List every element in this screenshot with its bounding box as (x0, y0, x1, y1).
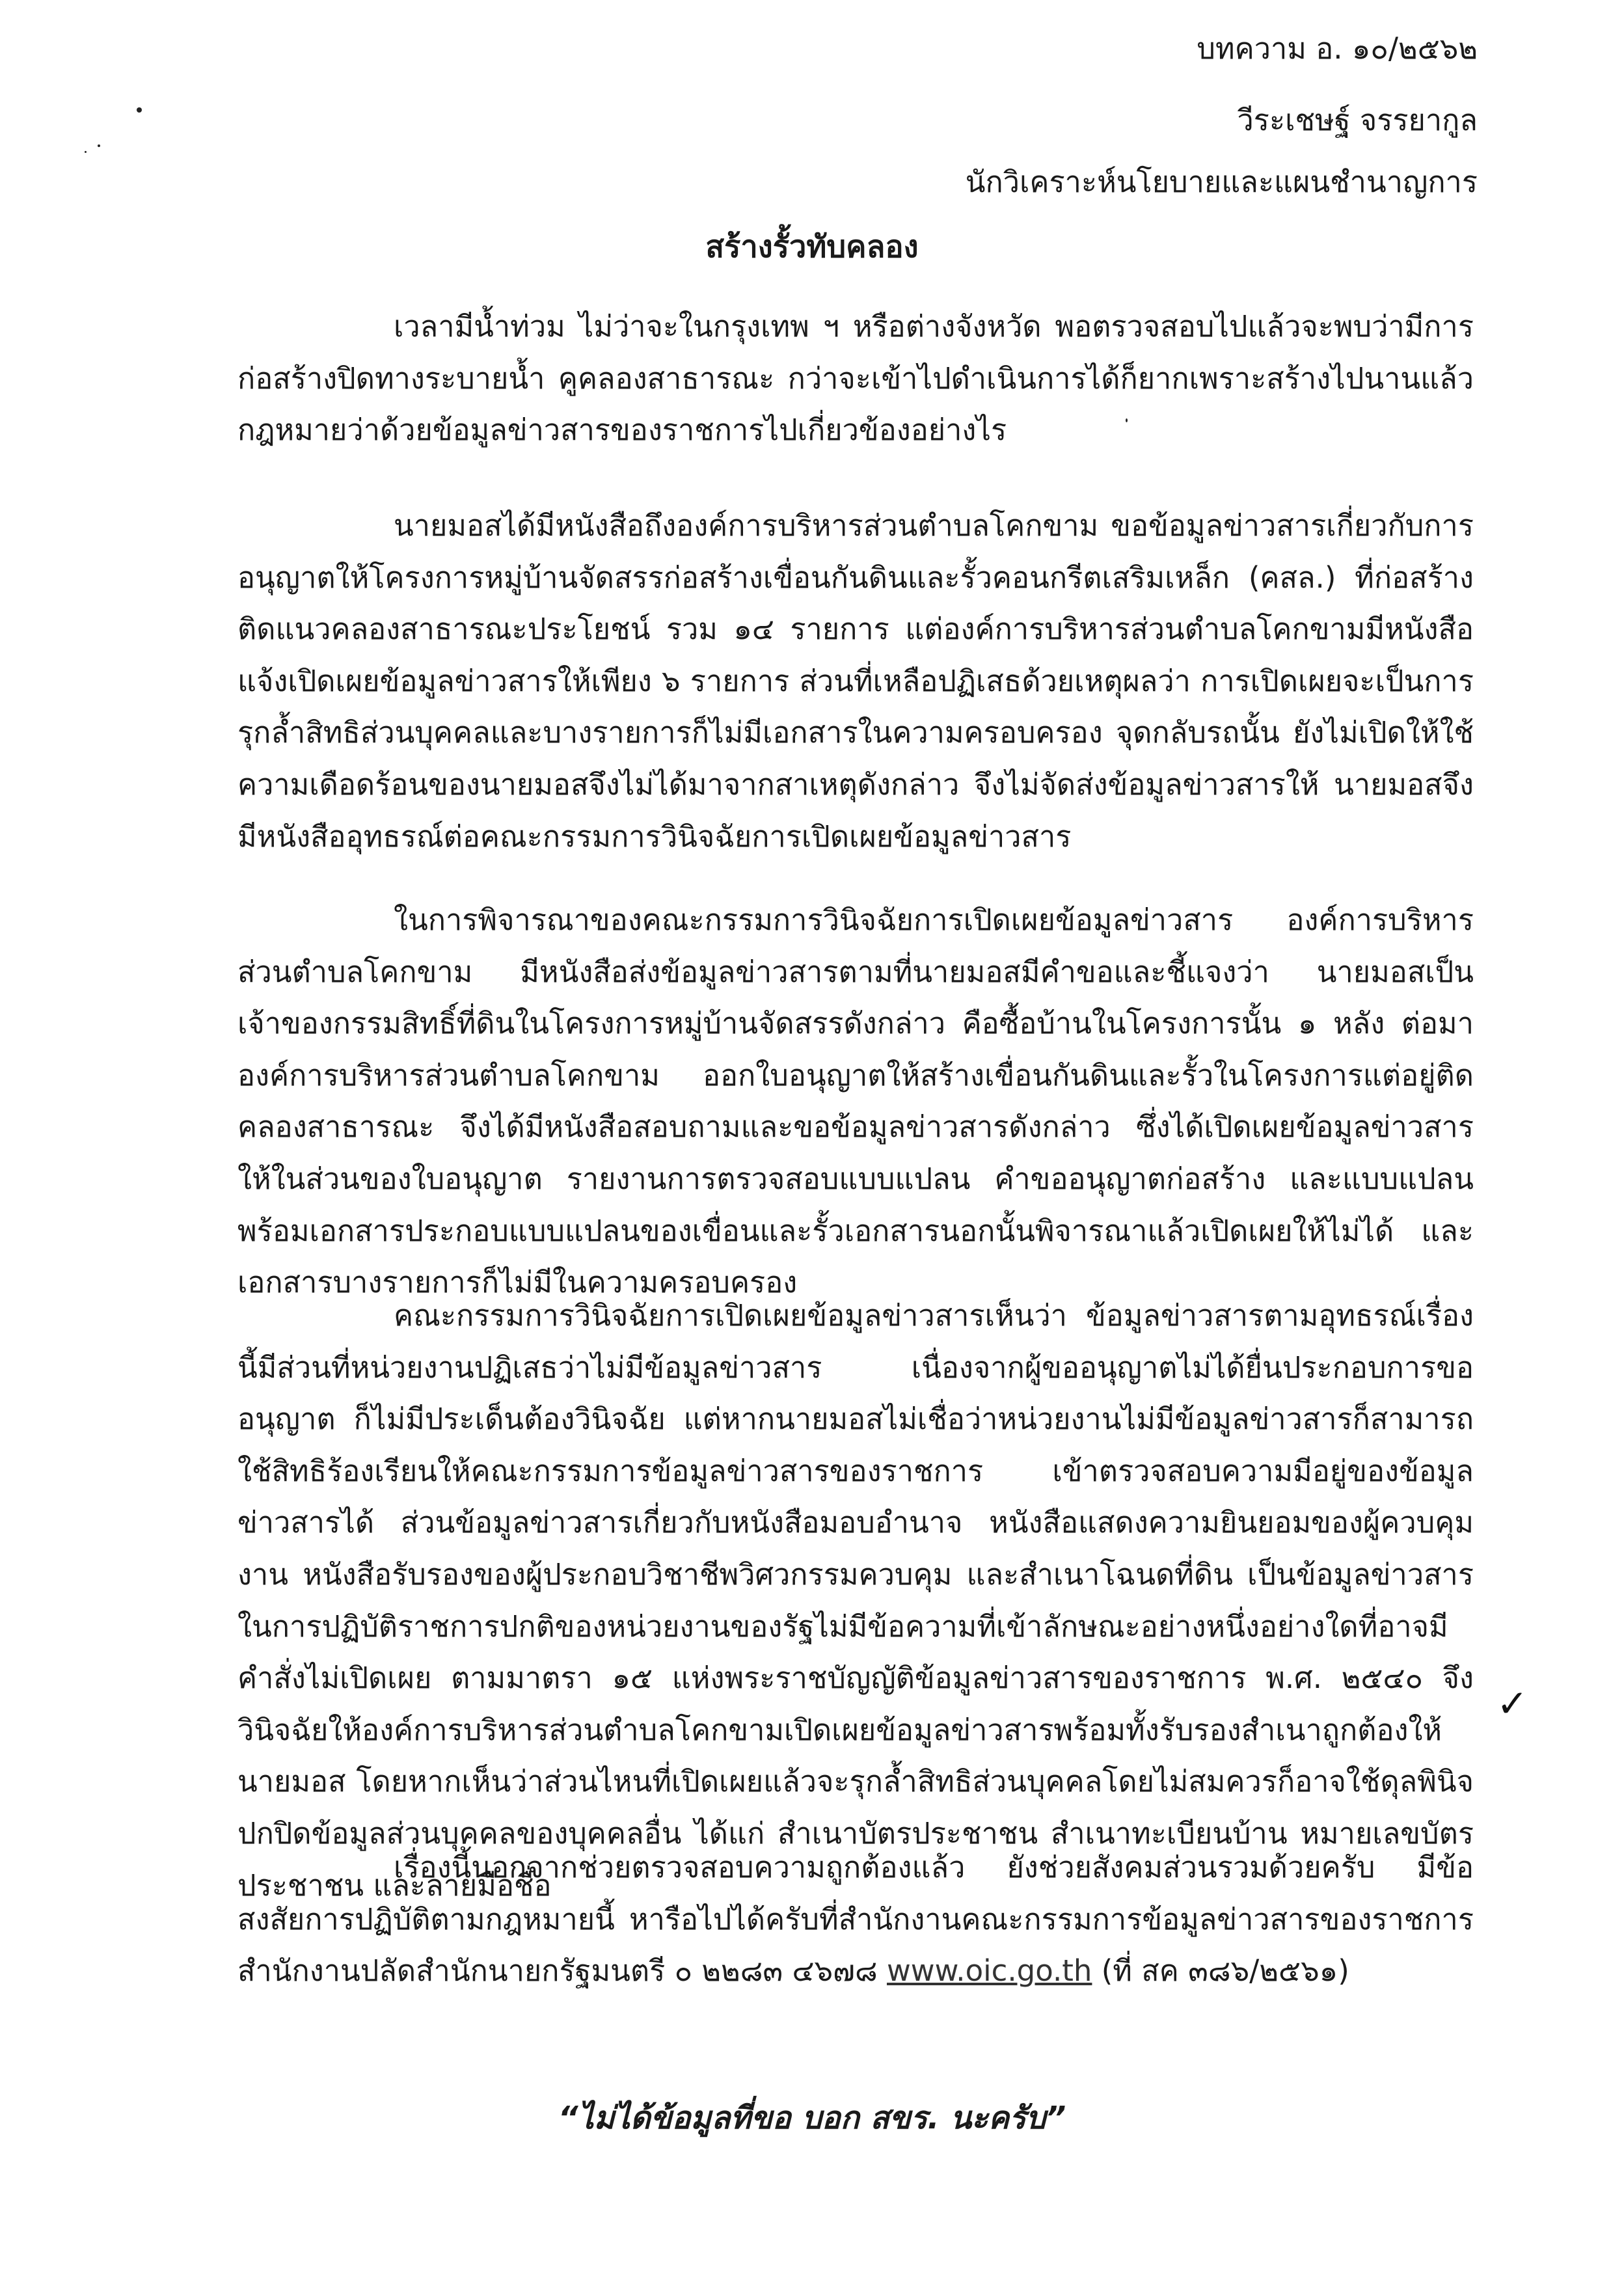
signature-quote: “ไม่ได้ข้อมูลที่ขอ บอก สขร. นะครับ” (558, 2100, 1066, 2136)
author-position: นักวิเคราะห์นโยบายและแผนชำนาญการ (965, 165, 1478, 199)
closing-paragraph (237, 1841, 1474, 1997)
author-name: วีระเชษฐ์ จรรยากูล (1237, 103, 1478, 137)
reference-number: (ที่ สค ๓๘๖/๒๕๖๑) (1092, 1953, 1349, 1989)
scan-speck (98, 144, 100, 147)
article-number: บทความ อ. ๑๐/๒๕๖๒ (1197, 31, 1478, 66)
paragraph-3: ในการพิจารณาของคณะกรรมการวินิจฉัยการเปิดเผยข้อมูลข่าวสาร องค์การบริหารส่วนตำบลโคกขาม มีหนังสือส่งข้อมูลข่าวสารตามที่นายมอสมีคำขอและชี้แจงว่า นายมอสเป็นเจ้าของกรรมสิทธิ์ที่ดินในโครงการหมู่บ้านจัดสรรดังกล่าว คือซื้อบ้านในโครงการนั้น ๑ หลัง ต่อมาองค์การบริหารส่วนตำบลโคกขาม ออกใบอนุญาตให้สร้างเขื่อนกันดินและรั้วในโครงการแต่อยู่ติดคลองสาธารณะ จึงได้มีหนังสือสอบถามและขอข้อมูลข่าวสารดังกล่าว ซึ่งได้เปิดเผยข้อมูลข่าวสารให้ในส่วนของใบอนุญาต รายงานการตรวจสอบแบบแปลน คำขออนุญาตก่อสร้าง และแบบแปลนพร้อมเอกสารประกอบแบบแปลนของเขื่อนและรั้วเอกสารนอกนั้นพิจารณาแล้วเปิดเผยให้ไม่ได้ และเอกสารบางรายการก็ไม่มีในความครอบครอง (237, 903, 1474, 1300)
website-link[interactable]: www.oic.go.th (886, 1953, 1092, 1989)
scan-speck (137, 107, 142, 113)
scan-speck (85, 151, 87, 153)
paragraph-4: คณะกรรมการวินิจฉัยการเปิดเผยข้อมูลข่าวสารเห็นว่า ข้อมูลข่าวสารตามอุทธรณ์เรื่องนี้มีส่วนที่หน่วยงานปฏิเสธว่าไม่มีข้อมูลข่าวสาร เนื่องจากผู้ขออนุญาตไม่ได้ยื่นประกอบการขออนุญาต ก็ไม่มีประเด็นต้องวินิจฉัย แต่หากนายมอสไม่เชื่อว่าหน่วยงานไม่มีข้อมูลข่าวสารก็สามารถใช้สิทธิร้องเรียนให้คณะกรรมการข้อมูลข่าวสารของราชการ เข้าตรวจสอบความมีอยู่ของข้อมูลข่าวสารได้ ส่วนข้อมูลข่าวสารเกี่ยวกับหนังสือมอบอำนาจ หนังสือแสดงความยินยอมของผู้ควบคุมงาน หนังสือรับรองของผู้ประกอบวิชาชีพวิศวกรรมควบคุม และสำเนาโฉนดที่ดิน เป็นข้อมูลข่าวสารในการปฏิบัติราชการปกติของหน่วยงานของรัฐไม่มีข้อความที่เข้าลักษณะอย่างหนึ่งอย่างใดที่อาจมีคำสั่งไม่เปิดเผย ตามมาตรา ๑๕ แห่งพระราชบัญญัติข้อมูลข่าวสารของราชการ พ.ศ. ๒๕๔๐ จึงวินิจฉัยให้องค์การบริหารส่วนตำบลโคกขามเปิดเผยข้อมูลข่าวสารพร้อมทั้งรับรองสำเนาถูกต้องให้นายมอส โดยหากเห็นว่าส่วนไหนที่เปิดเผยแล้วจะรุกล้ำสิทธิส่วนบุคคลโดยไม่สมควรก็อาจใช้ดุลพินิจปกปิดข้อมูลส่วนบุคคลของบุคคลอื่น ได้แก่ สำเนาบัตรประชาชน สำเนาทะเบียนบ้าน หมายเลขบัตรประชาชน และลายมือชื่อ (237, 1298, 1474, 1903)
closing-text: เรื่องนี้นอกจากช่วยตรวจสอบความถูกต้องแล้ว ยังช่วยสังคมส่วนรวมด้วยครับ มีข้อสงสัยการปฏิบัติตามกฎหมายนี้ หารือไปได้ครับที่สำนักงานคณะกรรมการข้อมูลข่าวสารของราชการ สำนักงานปลัดสำนักนายกรัฐมนตรี ๐ ๒๒๘๓ ๔๖๗๘ (237, 1850, 1474, 1989)
checkmark-icon: ✓ (1496, 1681, 1528, 1726)
paragraph-2: นายมอสได้มีหนังสือถึงองค์การบริหารส่วนตำบลโคกขาม ขอข้อมูลข่าวสารเกี่ยวกับการอนุญาตให้โครงการหมู่บ้านจัดสรรก่อสร้างเขื่อนกันดินและรั้วคอนกรีตเสริมเหล็ก (คสล.) ที่ก่อสร้างติดแนวคลองสาธารณะประโยชน์ รวม ๑๔ รายการ แต่องค์การบริหารส่วนตำบลโคกขามมีหนังสือแจ้งเปิดเผยข้อมูลข่าวสารให้เพียง ๖ รายการ ส่วนที่เหลือปฏิเสธด้วยเหตุผลว่า การเปิดเผยจะเป็นการรุกล้ำสิทธิส่วนบุคคลและบางรายการก็ไม่มีเอกสารในความครอบครอง จุดกลับรถนั้น ยังไม่เปิดให้ใช้ ความเดือดร้อนของนายมอสจึงไม่ได้มาจากสาเหตุดังกล่าว จึงไม่จัดส่งข้อมูลข่าวสารให้ นายมอสจึงมีหนังสืออุทธรณ์ต่อคณะกรรมการวินิจฉัยการเปิดเผยข้อมูลข่าวสาร (237, 508, 1474, 854)
article-title: สร้างรั้วทับคลอง (705, 229, 919, 265)
paragraph-1: เวลามีน้ำท่วม ไม่ว่าจะในกรุงเทพ ฯ หรือต่างจังหวัด พอตรวจสอบไปแล้วจะพบว่ามีการก่อสร้างปิดทางระบายน้ำ คูคลองสาธารณะ กว่าจะเข้าไปดำเนินการได้ก็ยากเพราะสร้างไปนานแล้ว กฎหมายว่าด้วยข้อมูลข่าวสารของราชการไปเกี่ยวข้องอย่างไร (237, 309, 1474, 448)
